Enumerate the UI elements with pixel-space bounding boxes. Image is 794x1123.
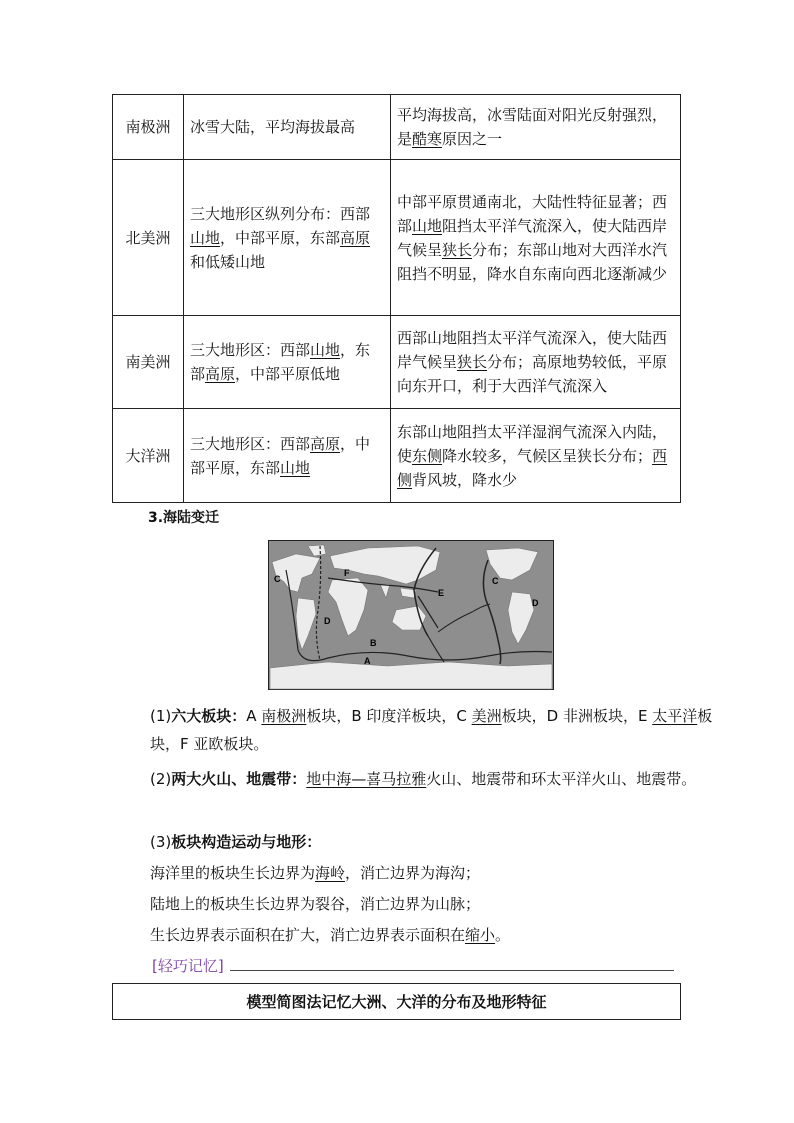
text-run: 原因之一 bbox=[442, 130, 503, 148]
paragraph-plates bbox=[120, 702, 720, 758]
memo-label: [轻巧记忆] bbox=[152, 957, 224, 975]
text-run: (2) bbox=[150, 770, 172, 788]
plate-label-c-left: C bbox=[274, 574, 281, 584]
plate-label-a: A bbox=[364, 656, 371, 666]
cell-effect bbox=[391, 409, 681, 503]
text-run: 高原 bbox=[205, 365, 236, 383]
text-run: ，消亡边界为海沟； bbox=[345, 864, 481, 882]
text-run: 西侧 bbox=[397, 446, 668, 489]
text-run: 三大地形区：西部 bbox=[190, 341, 311, 359]
text-run: 陆地上的板块生长边界为裂谷，消亡边界为山脉； bbox=[150, 895, 481, 913]
text-run: 东侧 bbox=[412, 446, 443, 465]
text-run: 缩小 bbox=[465, 926, 496, 944]
text-run: (1) bbox=[150, 707, 172, 725]
text-run: A bbox=[246, 707, 262, 725]
text-run: 山地 bbox=[190, 228, 221, 247]
text-run: 山地 bbox=[412, 216, 443, 235]
text-run: 平均海拔高，冰雪陆面对阳光反射强烈，是 bbox=[397, 106, 668, 148]
text-run: 分布；高原地势较低，平原向东开口，利于大西洋气流深入 bbox=[397, 353, 668, 395]
text-run: (3) bbox=[150, 833, 172, 851]
text-run: 美洲 bbox=[471, 707, 502, 725]
table-row bbox=[113, 95, 681, 160]
plate-label-b: B bbox=[370, 638, 377, 648]
text-run: 板块，B 印度洋板块，C bbox=[306, 707, 472, 725]
continent-table bbox=[112, 94, 681, 503]
text-run: 板块构造运动与地形： bbox=[171, 833, 322, 851]
text-run: 板块，D 非洲板块，E bbox=[501, 707, 653, 725]
cell-terrain bbox=[184, 160, 391, 316]
paragraph-area-change bbox=[120, 921, 720, 949]
paragraph-belts bbox=[120, 765, 720, 793]
divider bbox=[230, 970, 674, 971]
text-run: 山地 bbox=[280, 458, 311, 477]
text-run: 地中海—喜马拉雅 bbox=[306, 770, 427, 788]
text-run: ，东部 bbox=[190, 341, 371, 383]
text-run: 背风坡，降水少 bbox=[412, 470, 518, 489]
text-run: 三大地形区：西部 bbox=[190, 434, 311, 453]
cell-effect bbox=[391, 160, 681, 316]
table-row bbox=[113, 160, 681, 316]
box-title: 模型简图法记忆大洲、大洋的分布及地形特征 bbox=[112, 983, 681, 1020]
text-run: 高原 bbox=[340, 228, 371, 247]
paragraph-ocean-boundary bbox=[120, 859, 720, 887]
paragraph-tectonics bbox=[120, 828, 720, 856]
text-run: 东部山地阻挡太平洋湿润气流深入内陆，使 bbox=[397, 422, 668, 465]
cell-continent: 北美洲 bbox=[113, 160, 184, 316]
text-run: 和低矮山地 bbox=[190, 252, 266, 271]
cell-terrain bbox=[184, 95, 391, 160]
text-run: ，中部平原，东部 bbox=[190, 434, 371, 477]
text-run: 三大地形区纵列分布：西部 bbox=[190, 204, 371, 223]
text-run: 冰雪大陆，平均海拔最高 bbox=[190, 118, 356, 136]
text-run: 生长边界表示面积在扩大，消亡边界表示面积在 bbox=[150, 926, 466, 944]
text-run: 高原 bbox=[310, 434, 341, 453]
text-run: 南极洲 bbox=[261, 707, 307, 725]
text-run: 狭长 bbox=[442, 240, 473, 259]
cell-effect bbox=[391, 95, 681, 160]
text-run: 中部平原贯通南北，大陆性特征显著；西部 bbox=[397, 192, 668, 235]
text-run: 降水较多，气候区呈狭长分布； bbox=[442, 446, 653, 465]
plate-map bbox=[268, 540, 554, 690]
text-run: 两大火山、地震带： bbox=[171, 770, 307, 788]
plate-label-f: F bbox=[344, 568, 350, 578]
text-run: 火山、地震带和环太平洋火山、地震带。 bbox=[426, 770, 697, 788]
text-run: 海洋里的板块生长边界为 bbox=[150, 864, 316, 882]
cell-terrain bbox=[184, 409, 391, 503]
text-run: 西部山地阻挡太平洋气流深入，使大陆西岸气候呈 bbox=[397, 329, 668, 371]
cell-continent: 南美洲 bbox=[113, 316, 184, 409]
text-run: 。 bbox=[495, 926, 511, 944]
table-row bbox=[113, 409, 681, 503]
text-run: ，中部平原低地 bbox=[235, 365, 341, 383]
plate-label-e: E bbox=[438, 588, 445, 598]
cell-terrain bbox=[184, 316, 391, 409]
text-run: 阻挡太平洋气流深入，使大陆西岸气候呈 bbox=[397, 216, 668, 259]
plate-label-c-right: C bbox=[492, 576, 499, 586]
text-run: 山地 bbox=[310, 341, 341, 359]
plate-label-d-left: D bbox=[324, 616, 331, 626]
section-title: 3.海陆变迁 bbox=[148, 510, 220, 526]
cell-effect bbox=[391, 316, 681, 409]
text-run: 海岭 bbox=[315, 864, 346, 882]
text-run: 板块，F 亚欧板块。 bbox=[150, 707, 713, 753]
paragraph-land-boundary bbox=[120, 890, 720, 918]
plate-label-d-right: D bbox=[532, 598, 539, 608]
text-run: 狭长 bbox=[457, 353, 488, 371]
text-run: 分布；东部山地对大西洋水汽阻挡不明显，降水自东南向西北逐渐减少 bbox=[397, 240, 668, 283]
cell-continent: 大洋洲 bbox=[113, 409, 184, 503]
text-run: ，中部平原，东部 bbox=[220, 228, 341, 247]
text-run: 太平洋 bbox=[652, 707, 698, 725]
text-run: 六大板块： bbox=[171, 707, 247, 725]
table-row bbox=[113, 316, 681, 409]
cell-continent: 南极洲 bbox=[113, 95, 184, 160]
text-run: 酷寒 bbox=[412, 130, 443, 148]
